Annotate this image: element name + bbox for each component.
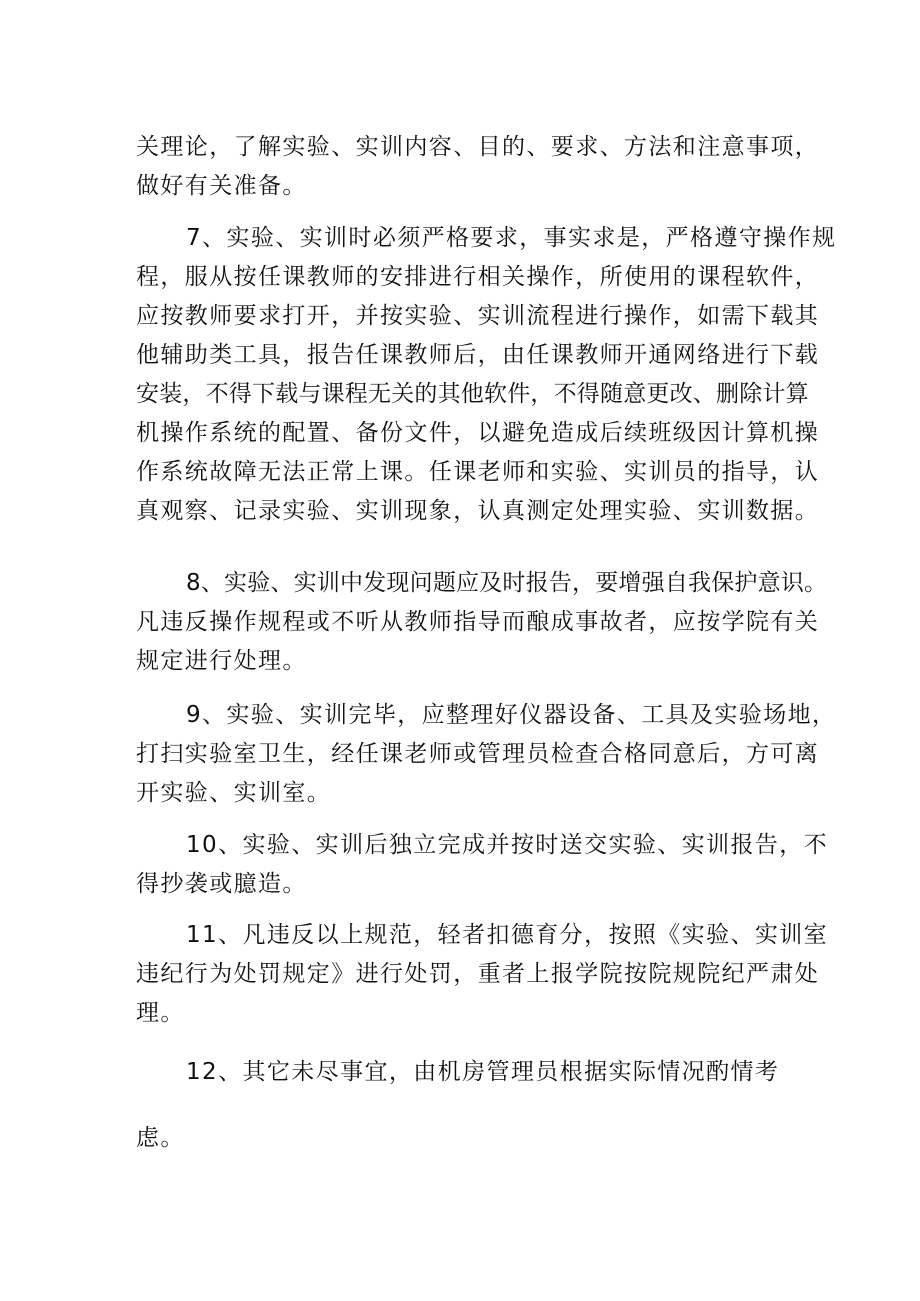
- text-line: 规定进行处理。: [136, 648, 307, 674]
- paragraph-7: [136, 219, 837, 531]
- text-line: 真观察、记录实验、实训现象，认真测定处理实验、实训数据。: [136, 498, 820, 524]
- text-line: 他辅助类工具，报告任课教师后，由任课教师开通网络进行下载: [136, 342, 820, 368]
- text-line: 开实验、实训室。: [136, 780, 332, 806]
- text-line: 12、其它未尽事宜，由机房管理员根据实际情况酌情考: [186, 1059, 780, 1085]
- text-line: 应按教师要求打开，并按实验、实训流程进行操作，如需下载其: [136, 303, 820, 329]
- text-line: 机操作系统的配置、备份文件，以避免造成后续班级因计算机操: [136, 420, 820, 446]
- paragraph-8: [136, 564, 828, 681]
- paragraph-11: [136, 916, 829, 1033]
- text-line: 11、凡违反以上规范，轻者扣德育分，按照《实验、实训室: [186, 922, 829, 948]
- paragraph-6-continued: [136, 128, 820, 206]
- text-line: 关理论，了解实验、实训内容、目的、要求、方法和注意事项，: [136, 134, 820, 160]
- text-line: 理。: [136, 1000, 185, 1026]
- text-line: 7、实验、实训时必须严格要求，事实求是，严格遵守操作规: [186, 225, 837, 251]
- paragraph-9: [136, 696, 837, 813]
- text-line: 虑。: [136, 1125, 185, 1151]
- paragraph-10: [136, 826, 829, 904]
- text-line: 9、实验、实训完毕，应整理好仪器设备、工具及实验场地，: [186, 702, 837, 728]
- text-line: 8、实验、实训中发现问题应及时报告，要增强自我保护意识。: [186, 570, 828, 596]
- paragraph-12: [136, 1039, 796, 1171]
- text-line: 凡违反操作规程或不听从教师指导而酿成事故者，应按学院有关: [136, 609, 820, 635]
- text-line: 安装，不得下载与课程无关的其他软件，不得随意更改、删除计算: [136, 381, 809, 407]
- text-line: 违纪行为处罚规定》进行处罚，重者上报学院按院规院纪严肃处: [136, 961, 820, 987]
- text-line: 10、实验、实训后独立完成并按时送交实验、实训报告，不: [186, 832, 829, 858]
- text-line: 作系统故障无法正常上课。任课老师和实验、实训员的指导，认: [136, 459, 820, 485]
- text-line: 打扫实验室卫生，经任课老师或管理员检查合格同意后，方可离: [136, 741, 820, 767]
- text-line: 得抄袭或臆造。: [136, 871, 307, 897]
- text-line: 程，服从按任课教师的安排进行相关操作，所使用的课程软件，: [136, 264, 820, 290]
- text-line: 做好有关准备。: [136, 173, 307, 199]
